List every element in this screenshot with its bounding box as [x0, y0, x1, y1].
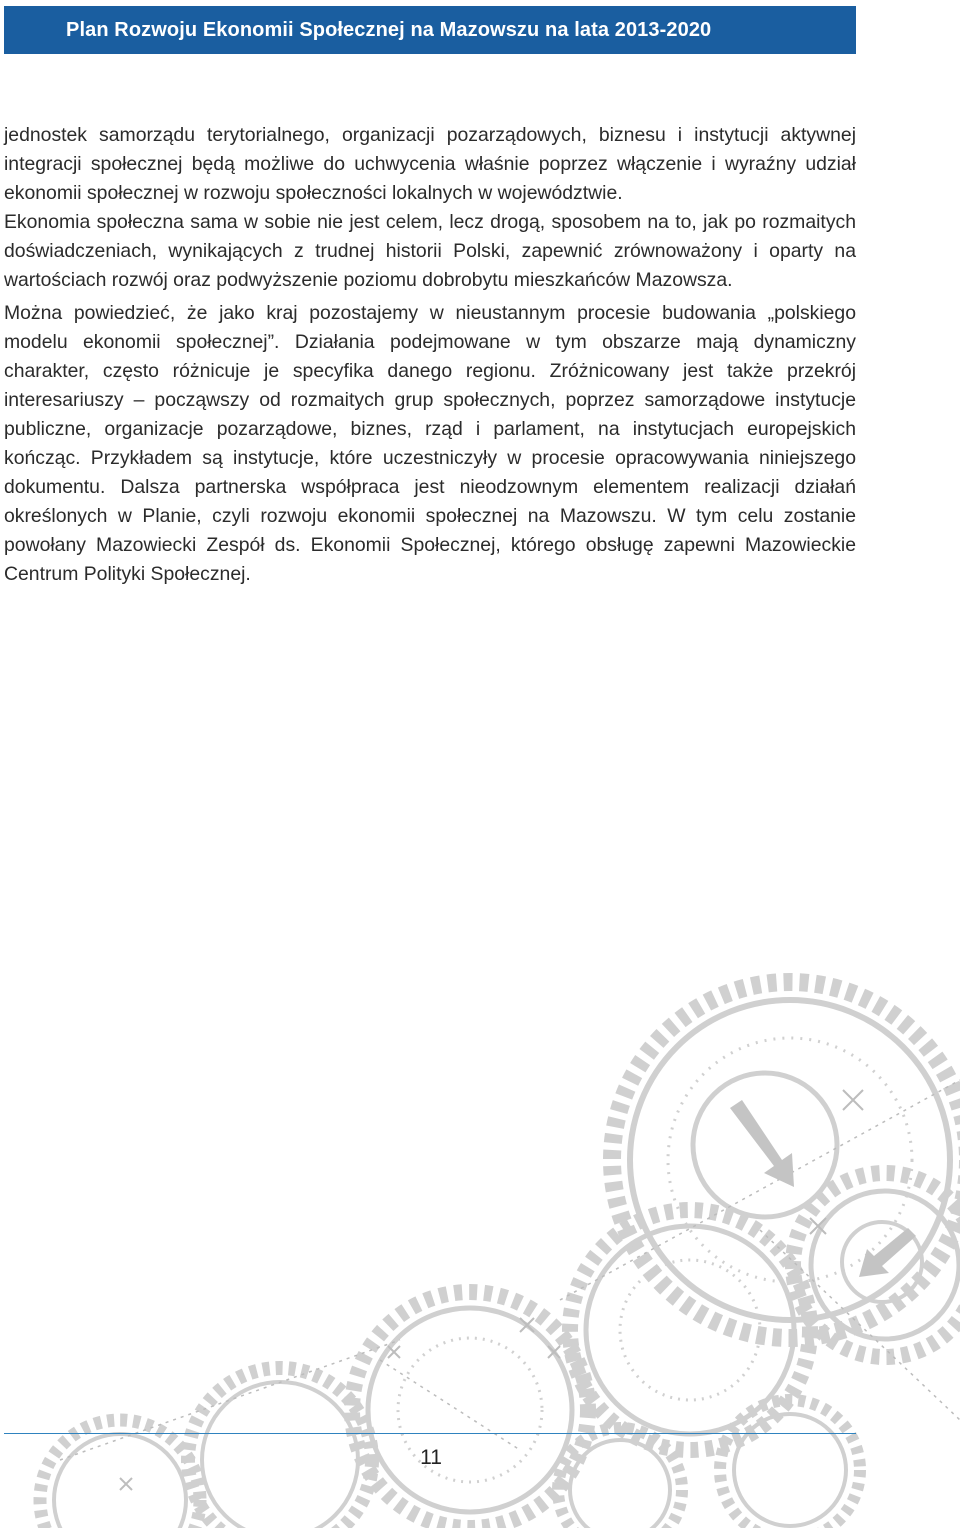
document-title: Plan Rozwoju Ekonomii Społecznej na Mazowszu na lata 2013-2020: [66, 19, 712, 41]
footer-divider: [4, 1433, 856, 1434]
paragraph: jednostek samorządu terytorialnego, organizacji pozarządowych, biznesu i instytucji aktywnej integracji społecznej będą możliwe do uchwycenia właśnie poprzez włączenie i wyraźny udział ekonomii społecznej w rozwoju społeczności lokalnych w województwie.: [4, 124, 856, 204]
page-number: 11: [420, 1446, 442, 1469]
paragraph: Ekonomia społeczna sama w sobie nie jest celem, lecz drogą, sposobem na to, jak po rozmaitych doświadczeniach, wynikających z trudnej historii Polski, zapewnić zrównoważony i oparty na wartościach rozwój oraz podwyższenie poziomu dobrobytu mieszkańców Mazowsza.: [4, 210, 856, 291]
paragraph: Można powiedzieć, że jako kraj pozostajemy w nieustannym procesie budowania „polskiego modelu ekonomii społecznej”. Działania podejmowane w tym obszarze mają dynamiczny charakter, często różnicuje je specyfika danego regionu. Zróżnicowany jest także przekrój interesariuszy – począwszy od rozmaitych grup społecznych, poprzez samorządowe instytucje publiczne, organizacje pozarządowe, biznes, rząd i parlament, na instytucjach europejskich kończąc. Przykładem są instytucje, które uczestniczyły w procesie opracowywania niniejszego dokumentu. Dalsza partnerska współpraca jest nieodzownym elementem realizacji działań określonych w Planie, czyli rozwoju ekonomii społecznej na Mazowszu. W tym celu zostanie powołany Mazowiecki Zespół ds. Ekonomii Społecznej, którego obsługę zapewni Mazowieckie Centrum Polityki Społecznej.: [4, 302, 856, 585]
